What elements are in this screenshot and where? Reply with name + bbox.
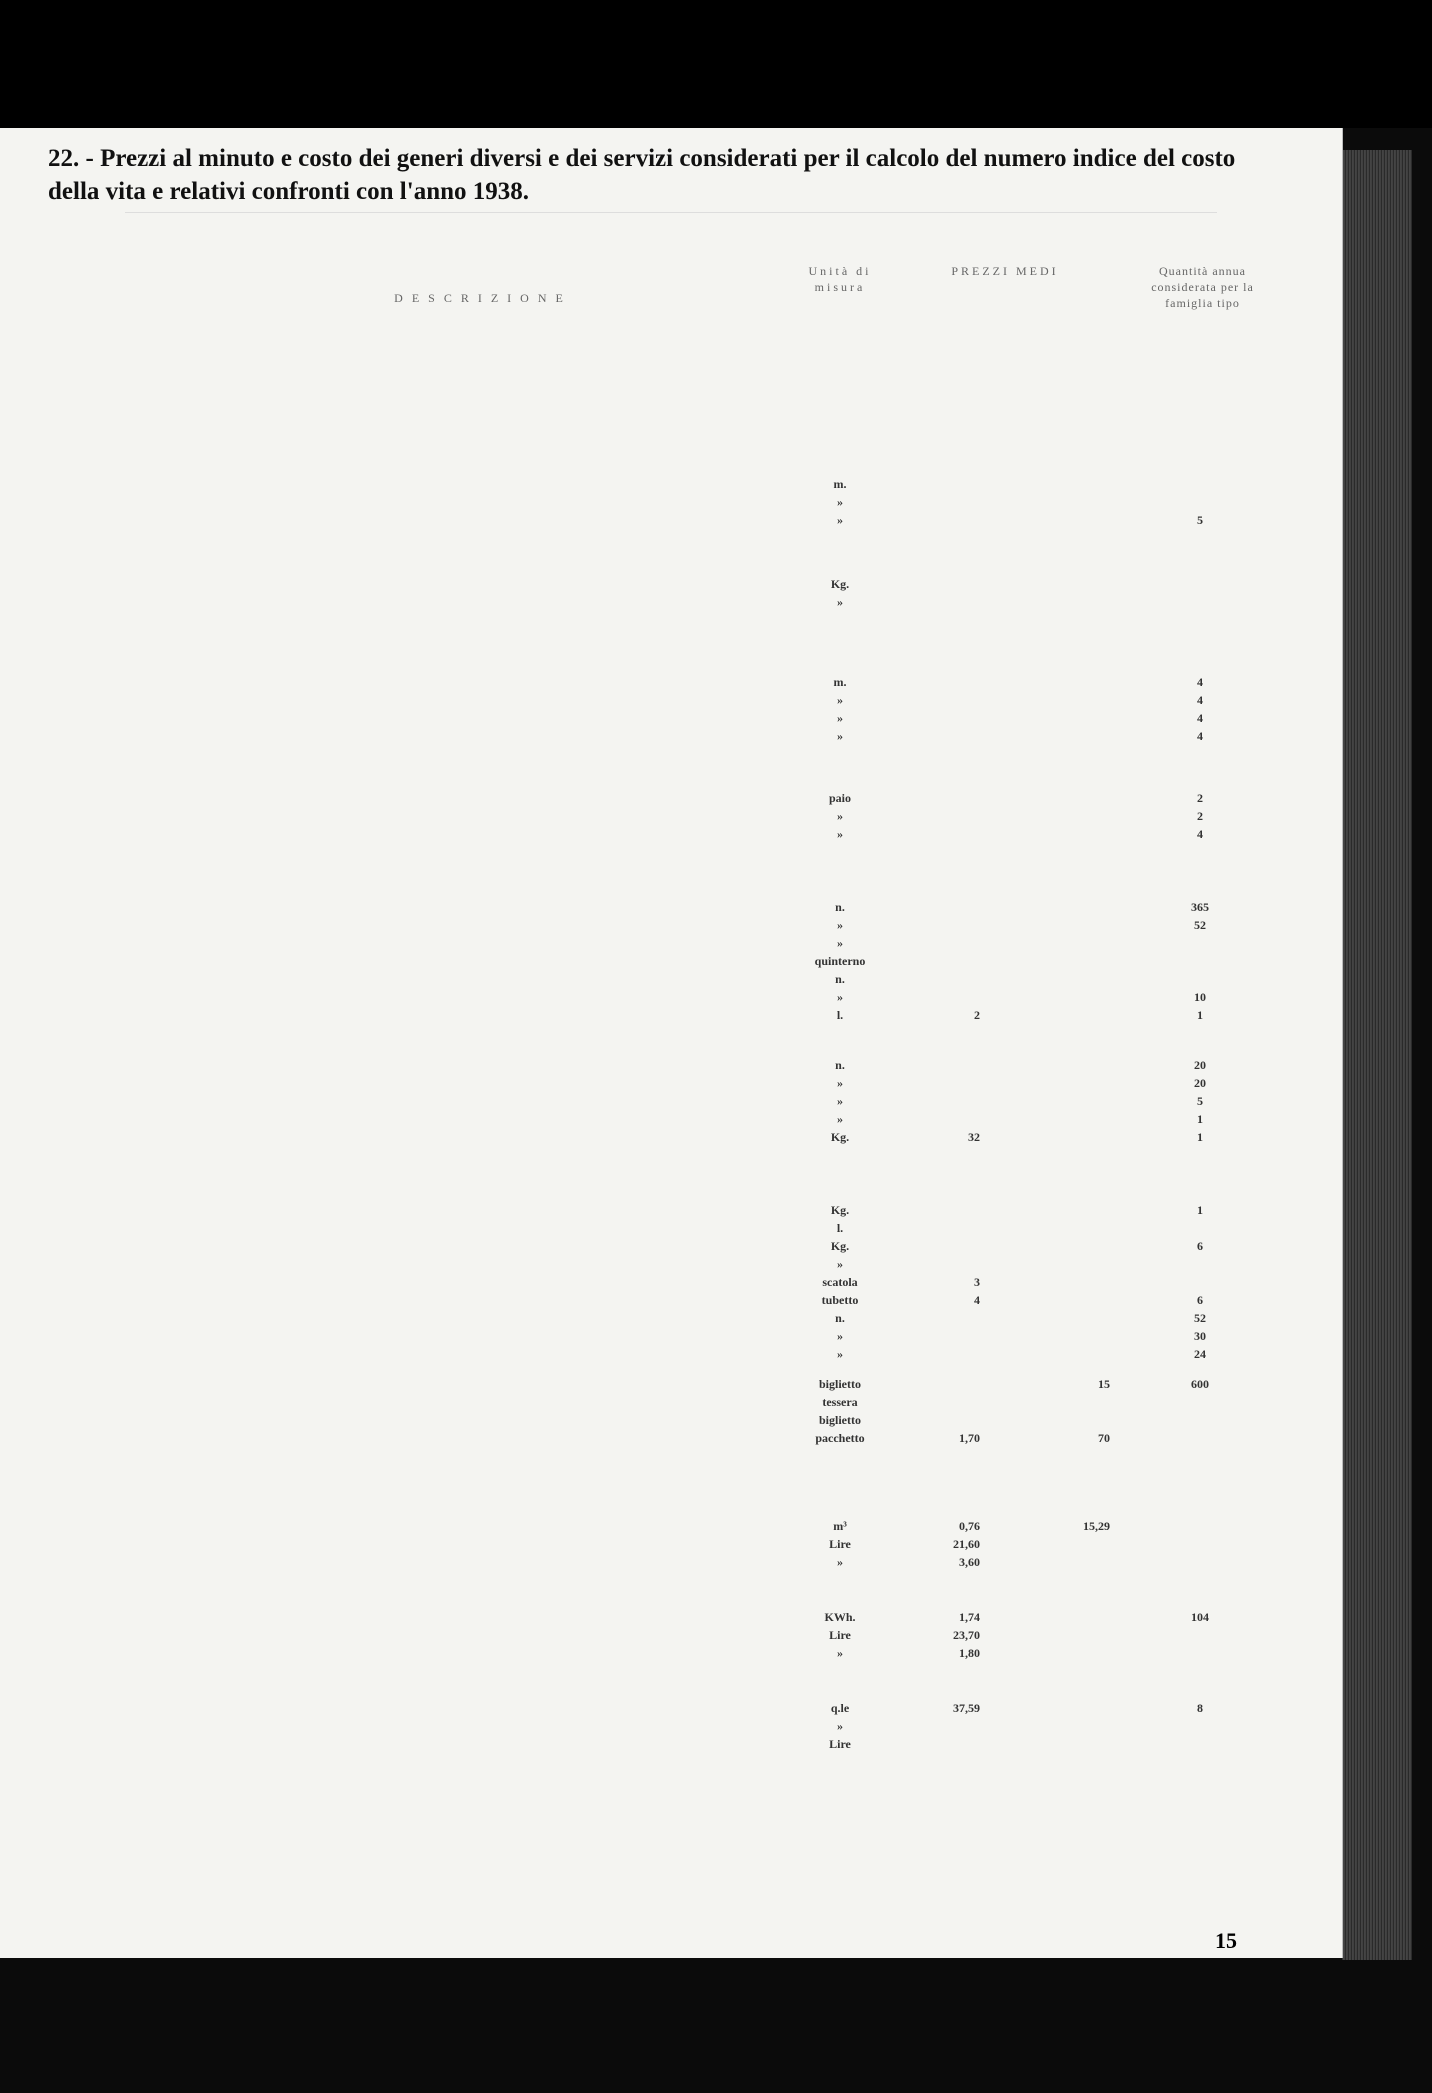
row-quantity: 5 <box>1197 513 1203 527</box>
row-unit: » <box>837 495 843 509</box>
row-quantity: 1 <box>1197 1130 1203 1144</box>
row-quantity: 4 <box>1197 693 1203 707</box>
row-price-1938: 1,80 <box>959 1646 980 1660</box>
row-quantity: 20 <box>1194 1058 1206 1072</box>
row-price-1938: 23,70 <box>953 1628 980 1642</box>
table-row <box>0 1701 1342 1718</box>
row-quantity: 10 <box>1194 990 1206 1004</box>
row-price-1938: 1,70 <box>959 1431 980 1445</box>
row-unit: » <box>837 1555 843 1569</box>
row-unit: » <box>837 1094 843 1108</box>
table-row <box>0 1221 1342 1238</box>
table-row <box>0 1347 1342 1364</box>
row-unit: quinterno <box>814 954 866 968</box>
row-unit: » <box>837 918 843 932</box>
row-unit: biglietto <box>819 1377 861 1391</box>
row-unit: n. <box>835 1311 845 1325</box>
row-unit: » <box>837 990 843 1004</box>
row-unit: m. <box>833 675 847 689</box>
table-row <box>0 477 1342 494</box>
row-unit: l. <box>836 1221 844 1235</box>
table-row <box>0 1293 1342 1310</box>
row-quantity: 4 <box>1197 729 1203 743</box>
row-quantity: 6 <box>1197 1239 1203 1253</box>
document-page <box>0 128 1343 1958</box>
row-quantity: 20 <box>1194 1076 1206 1090</box>
table-row <box>0 1130 1342 1147</box>
row-unit: m. <box>833 477 847 491</box>
row-quantity: 365 <box>1191 900 1209 914</box>
table-row <box>0 1008 1342 1025</box>
table-row <box>0 577 1342 594</box>
row-unit: » <box>837 711 843 725</box>
table-row <box>0 1058 1342 1075</box>
row-price-1938: 3 <box>974 1275 980 1289</box>
table-row <box>0 1519 1342 1536</box>
row-unit: tubetto <box>821 1293 859 1307</box>
table-row <box>0 1719 1342 1736</box>
row-quantity: 24 <box>1194 1347 1206 1361</box>
scan-top-border <box>0 0 1432 128</box>
table-row <box>0 900 1342 917</box>
table-row <box>0 513 1342 530</box>
table-row <box>0 791 1342 808</box>
row-quantity: 5 <box>1197 1094 1203 1108</box>
table-row <box>0 675 1342 692</box>
row-unit: » <box>837 729 843 743</box>
header-prezzi-medi: PREZZI MEDI <box>951 264 1059 278</box>
table-row <box>0 827 1342 844</box>
row-quantity: 30 <box>1194 1329 1206 1343</box>
table-row <box>0 972 1342 989</box>
table-row <box>0 936 1342 953</box>
table-row <box>0 954 1342 971</box>
row-unit: » <box>837 1112 843 1126</box>
row-unit: n. <box>835 972 845 986</box>
table-row <box>0 1431 1342 1448</box>
table-row <box>0 1257 1342 1274</box>
row-price-current: 70 <box>1098 1431 1110 1445</box>
row-quantity: 6 <box>1197 1293 1203 1307</box>
row-quantity: 52 <box>1194 1311 1206 1325</box>
book-page-edges <box>1342 150 1412 1960</box>
table-row <box>0 693 1342 710</box>
table-row <box>0 1537 1342 1554</box>
row-unit: n. <box>835 1058 845 1072</box>
row-unit: » <box>837 1257 843 1271</box>
row-unit: q.le <box>830 1701 850 1715</box>
row-unit: Kg. <box>830 1130 850 1144</box>
row-unit: » <box>837 1646 843 1660</box>
row-unit: » <box>837 1347 843 1361</box>
row-unit: » <box>837 827 843 841</box>
row-unit: Kg. <box>830 577 850 591</box>
table-row <box>0 495 1342 512</box>
row-price-1938: 3,60 <box>959 1555 980 1569</box>
row-quantity: 52 <box>1194 918 1206 932</box>
row-quantity: 2 <box>1197 809 1203 823</box>
row-unit: KWh. <box>824 1610 856 1624</box>
row-price-1938: 1,74 <box>959 1610 980 1624</box>
table-row <box>0 1610 1342 1627</box>
row-price-1938: 32 <box>968 1130 980 1144</box>
row-quantity: 104 <box>1191 1610 1209 1624</box>
row-quantity: 8 <box>1197 1701 1203 1715</box>
row-price-1938: 2 <box>974 1008 980 1022</box>
row-unit: » <box>837 1719 843 1733</box>
row-quantity: 4 <box>1197 827 1203 841</box>
table-row <box>0 1329 1342 1346</box>
row-unit: biglietto <box>819 1413 861 1427</box>
row-quantity: 1 <box>1197 1203 1203 1217</box>
table-row <box>0 1076 1342 1093</box>
table-row <box>0 1737 1342 1754</box>
row-unit: » <box>837 1076 843 1090</box>
row-price-1938: 4 <box>974 1293 980 1307</box>
table-row <box>0 1311 1342 1328</box>
row-unit: Lire <box>829 1537 851 1551</box>
row-quantity: 4 <box>1197 675 1203 689</box>
table-row <box>0 595 1342 612</box>
table-row <box>0 1646 1342 1663</box>
row-quantity: 2 <box>1197 791 1203 805</box>
title-rule <box>125 212 1217 213</box>
row-unit: n. <box>835 900 845 914</box>
row-unit: » <box>837 693 843 707</box>
table-row <box>0 809 1342 826</box>
table-row <box>0 1112 1342 1129</box>
row-price-1938: 37,59 <box>953 1701 980 1715</box>
table-row <box>0 918 1342 935</box>
table-row <box>0 1239 1342 1256</box>
table-row <box>0 1555 1342 1572</box>
row-unit: » <box>837 1329 843 1343</box>
row-quantity: 1 <box>1197 1112 1203 1126</box>
table-row <box>0 729 1342 746</box>
row-quantity: 4 <box>1197 711 1203 725</box>
table-row <box>0 1275 1342 1292</box>
row-unit: » <box>837 809 843 823</box>
row-unit: Kg. <box>830 1239 850 1253</box>
table-row <box>0 1203 1342 1220</box>
row-unit: Kg. <box>830 1203 850 1217</box>
row-unit: » <box>837 936 843 950</box>
row-unit: Lire <box>829 1737 851 1751</box>
row-unit: scatola <box>822 1275 858 1289</box>
page-title: 22. - Prezzi al minuto e costo dei generi diversi e dei servizi considerati per il calcolo del numero indice del costo della vita e relativi confronti con l'anno 1938. <box>48 145 1236 205</box>
row-unit: l. <box>836 1008 844 1022</box>
header-quantita: Quantità annua considerata per la famiglia tipo <box>1151 264 1254 310</box>
row-unit: » <box>837 595 843 609</box>
row-unit: tessera <box>822 1395 858 1409</box>
table-row <box>0 1377 1342 1394</box>
row-unit: pacchetto <box>815 1431 865 1445</box>
row-price-current: 15 <box>1098 1377 1110 1391</box>
row-unit: » <box>837 513 843 527</box>
table-row <box>0 990 1342 1007</box>
table-row <box>0 1094 1342 1111</box>
row-price-1938: 0,76 <box>959 1519 980 1533</box>
table-row <box>0 711 1342 728</box>
row-quantity: 1 <box>1197 1008 1203 1022</box>
table-row <box>0 1395 1342 1412</box>
header-descrizione: D E S C R I Z I O N E <box>394 291 566 305</box>
page-number: 15 <box>1215 1928 1237 1953</box>
row-price-current: 15,29 <box>1083 1519 1110 1533</box>
header-unita: Unità di misura <box>808 264 872 294</box>
table-row <box>0 1413 1342 1430</box>
row-quantity: 600 <box>1191 1377 1209 1391</box>
row-price-1938: 21,60 <box>953 1537 980 1551</box>
row-unit: m³ <box>833 1519 847 1533</box>
table-row <box>0 1628 1342 1645</box>
row-unit: paio <box>828 791 851 805</box>
row-unit: Lire <box>829 1628 851 1642</box>
